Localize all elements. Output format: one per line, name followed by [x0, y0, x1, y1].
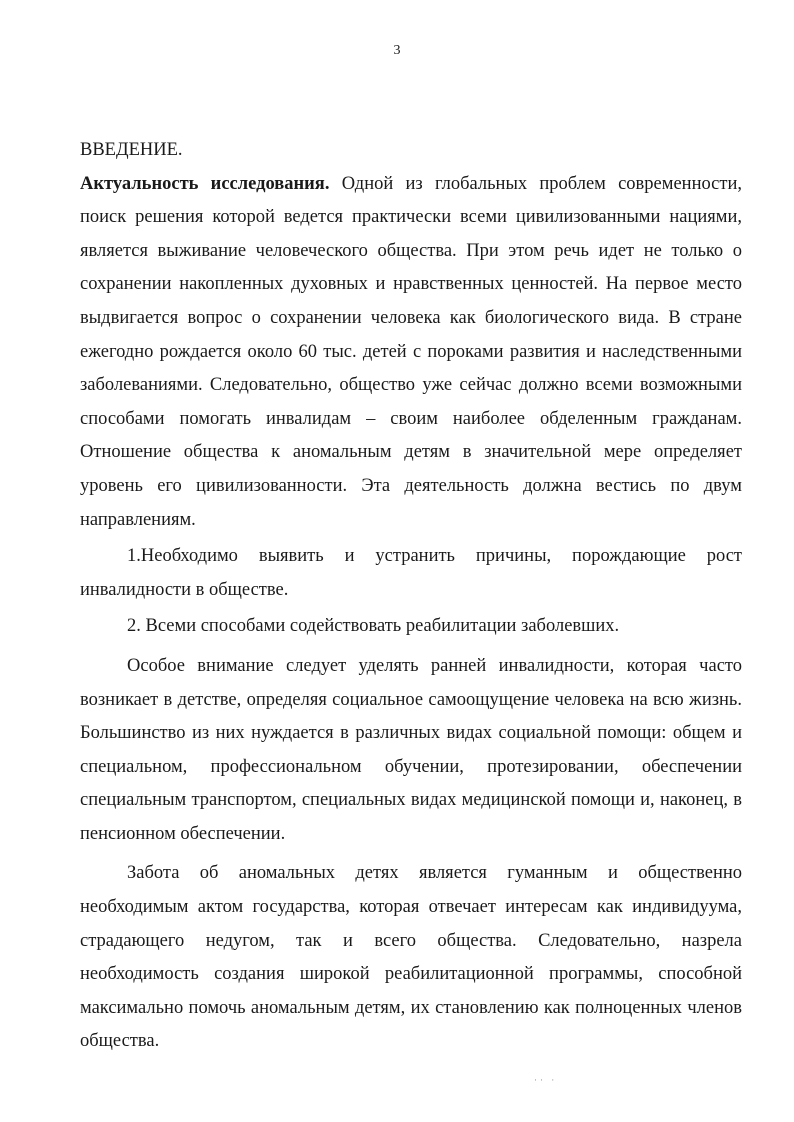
list-item-2: 2. Всеми способами содействовать реабилитации заболевших.	[127, 616, 620, 637]
page-number: 3	[393, 43, 401, 58]
section-title: ВВЕДЕНИЕ.	[80, 140, 183, 160]
paragraph-relevance	[80, 168, 742, 538]
relevance-text: Одной из глобальных проблем современности, поиск решения которой ведется практически всеми цивилизованными нациями, является выживание человеческого общества. При этом речь идет не только о сохранении накопленных духовных и нравственных ценностей. На первое место выдвигается вопрос о сохранении человека как биологического вида. В стране ежегодно рождается около 60 тыс. детей с пороками развития и наследственными заболеваниями. Следовательно, общество уже сейчас должно всеми возможными способами помогать инвалидам – своим наиболее обделенным гражданам. Отношение общества к аномальным детям в значительной мере определяет уровень его цивилизованности. Эта деятельность должна вестись по двум направлениям.	[80, 173, 743, 530]
paragraph-care: Забота об аномальных детях является гуманным и общественно необходимым актом государства, которая отвечает интересам как индивидуума, страдающего недугом, так и всего общества. Следовательно, назрела необходимость создания широкой реабилитационной программы, способной максимально помочь аномальным детям, их становлению как полноценных членов общества.	[80, 863, 742, 1052]
paragraph-early-disability: Особое внимание следует уделять ранней инвалидности, которая часто возникает в детстве, определяя социальное самоощущение человека на всю жизнь. Большинство из них нуждается в различных видах социальной помощи: общем и специальном, профессиональном обучении, протезировании, обеспечении специальным транспортом, специальных видах медицинской помощи и, наконец, в пенсионном обеспечении.	[80, 655, 742, 844]
relevance-lead: Актуальность исследования.	[80, 173, 330, 194]
document-body	[80, 134, 742, 1059]
scan-specks: ·· ·	[534, 1075, 558, 1085]
list-item-1: 1.Необходимо выявить и устранить причины, порождающие рост инвалидности в обществе.	[80, 546, 742, 600]
